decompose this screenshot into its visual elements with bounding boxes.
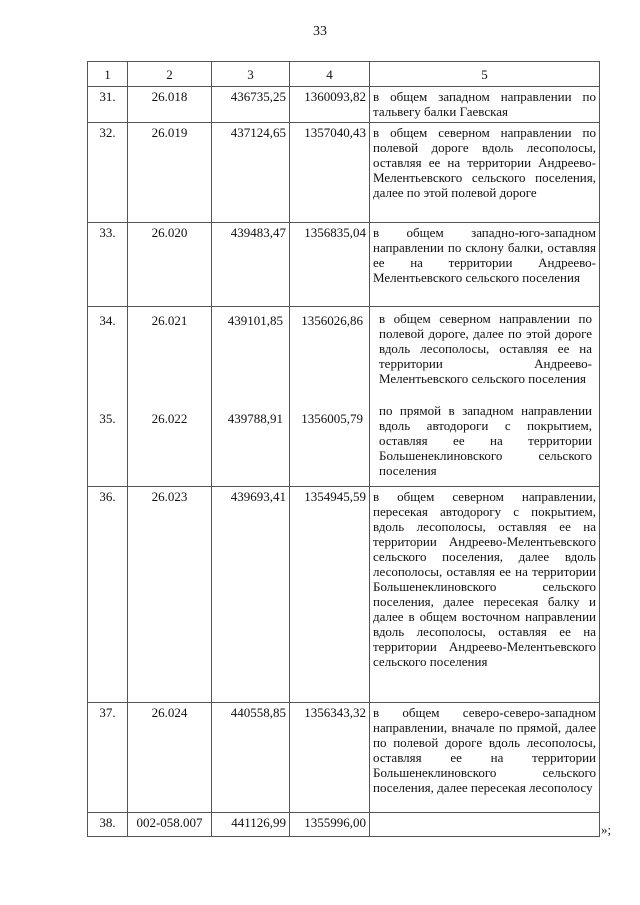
point-code-group — [128, 307, 212, 487]
coord-y: 1360093,82 — [290, 87, 370, 123]
route-description-group — [370, 307, 600, 487]
header-cell: 4 — [290, 62, 370, 87]
header-cell: 1 — [88, 62, 128, 87]
table-row — [88, 703, 600, 813]
row-number: 31. — [88, 87, 128, 123]
coord-x: 441126,99 — [212, 813, 290, 837]
coord-x: 436735,25 — [212, 87, 290, 123]
coord-y: 1357040,43 — [290, 123, 370, 223]
coord-x: 439101,85 — [227, 313, 283, 328]
route-description — [370, 813, 600, 837]
header-cell: 3 — [212, 62, 290, 87]
coord-x: 439788,91 — [227, 411, 283, 426]
coord-y: 1355996,00 — [290, 813, 370, 837]
coord-y: 1354945,59 — [290, 487, 370, 703]
point-code: 26.023 — [128, 487, 212, 703]
row-number: 33. — [88, 223, 128, 307]
coord-x: 440558,85 — [212, 703, 290, 813]
table-row — [88, 223, 600, 307]
row-number: 34. — [99, 313, 116, 328]
table-header-row — [88, 62, 600, 87]
coord-x: 439483,47 — [212, 223, 290, 307]
table-row — [88, 87, 600, 123]
table-row — [88, 123, 600, 223]
point-code: 002-058.007 — [128, 813, 212, 837]
point-code: 26.024 — [128, 703, 212, 813]
coord-x: 437124,65 — [212, 123, 290, 223]
coordinates-table — [87, 61, 600, 837]
header-cell: 5 — [370, 62, 600, 87]
row-number: 38. — [88, 813, 128, 837]
coord-y: 1356343,32 — [290, 703, 370, 813]
route-description: в общем северо-северо-западном направлении, вначале по прямой, далее по полевой дороге вдоль лесополосы, оставляя ее на территории Большенеклиновского сельского поселения, далее пересекая лесополосу — [370, 703, 600, 813]
table-row — [88, 307, 600, 487]
route-description: в общем западно-юго-западном направлении по склону балки, оставляя ее на территории Андреево-Мелентьевского сельского поселения — [370, 223, 600, 307]
table-row — [88, 487, 600, 703]
coord-y: 1356026,86 — [301, 313, 363, 328]
coord-x-group — [212, 307, 290, 487]
row-number: 36. — [88, 487, 128, 703]
route-description: в общем северном направлении, пересекая автодорогу с покрытием, вдоль лесополосы, оставляя ее на территории Андреево-Мелентьевского сельского поселения, далее вдоль лесополосы, оставляя ее на территории Большенеклиновского сельского поселения, далее пересекая балку и далее в общем восточном направлении вдоль лесополосы, оставляя ее на территории Андреево-Мелентьевского сельского поселения — [370, 487, 600, 703]
route-description: в общем северном направлении по полевой дороге, далее по этой дороге вдоль лесополосы, оставляя ее на территории Андреево-Мелентьевского сельского поселения — [379, 311, 592, 386]
point-code: 26.019 — [128, 123, 212, 223]
row-number: 32. — [88, 123, 128, 223]
coord-y: 1356005,79 — [301, 411, 363, 426]
point-code: 26.021 — [151, 313, 188, 328]
coord-x: 439693,41 — [212, 487, 290, 703]
closing-quote-mark: »; — [601, 822, 612, 837]
point-code: 26.022 — [151, 411, 188, 426]
header-cell: 2 — [128, 62, 212, 87]
route-description: по прямой в западном направлении вдоль автодороги с покрытием, оставляя ее на территории Большенеклиновского сельского поселения — [379, 403, 592, 478]
row-number: 35. — [99, 411, 116, 426]
route-description: в общем северном направлении по полевой дороге вдоль лесополосы, оставляя ее на территории Андреево-Мелентьевского сельского поселения, далее по этой полевой дороге — [370, 123, 600, 223]
coord-y: 1356835,04 — [290, 223, 370, 307]
route-description: в общем западном направлении по тальвегу балки Гаевская — [370, 87, 600, 123]
page-number: 33 — [313, 24, 327, 39]
coord-y-group — [290, 307, 370, 487]
point-code: 26.020 — [128, 223, 212, 307]
table-row — [88, 813, 600, 837]
row-number-group — [88, 307, 128, 487]
row-number: 37. — [88, 703, 128, 813]
point-code: 26.018 — [128, 87, 212, 123]
